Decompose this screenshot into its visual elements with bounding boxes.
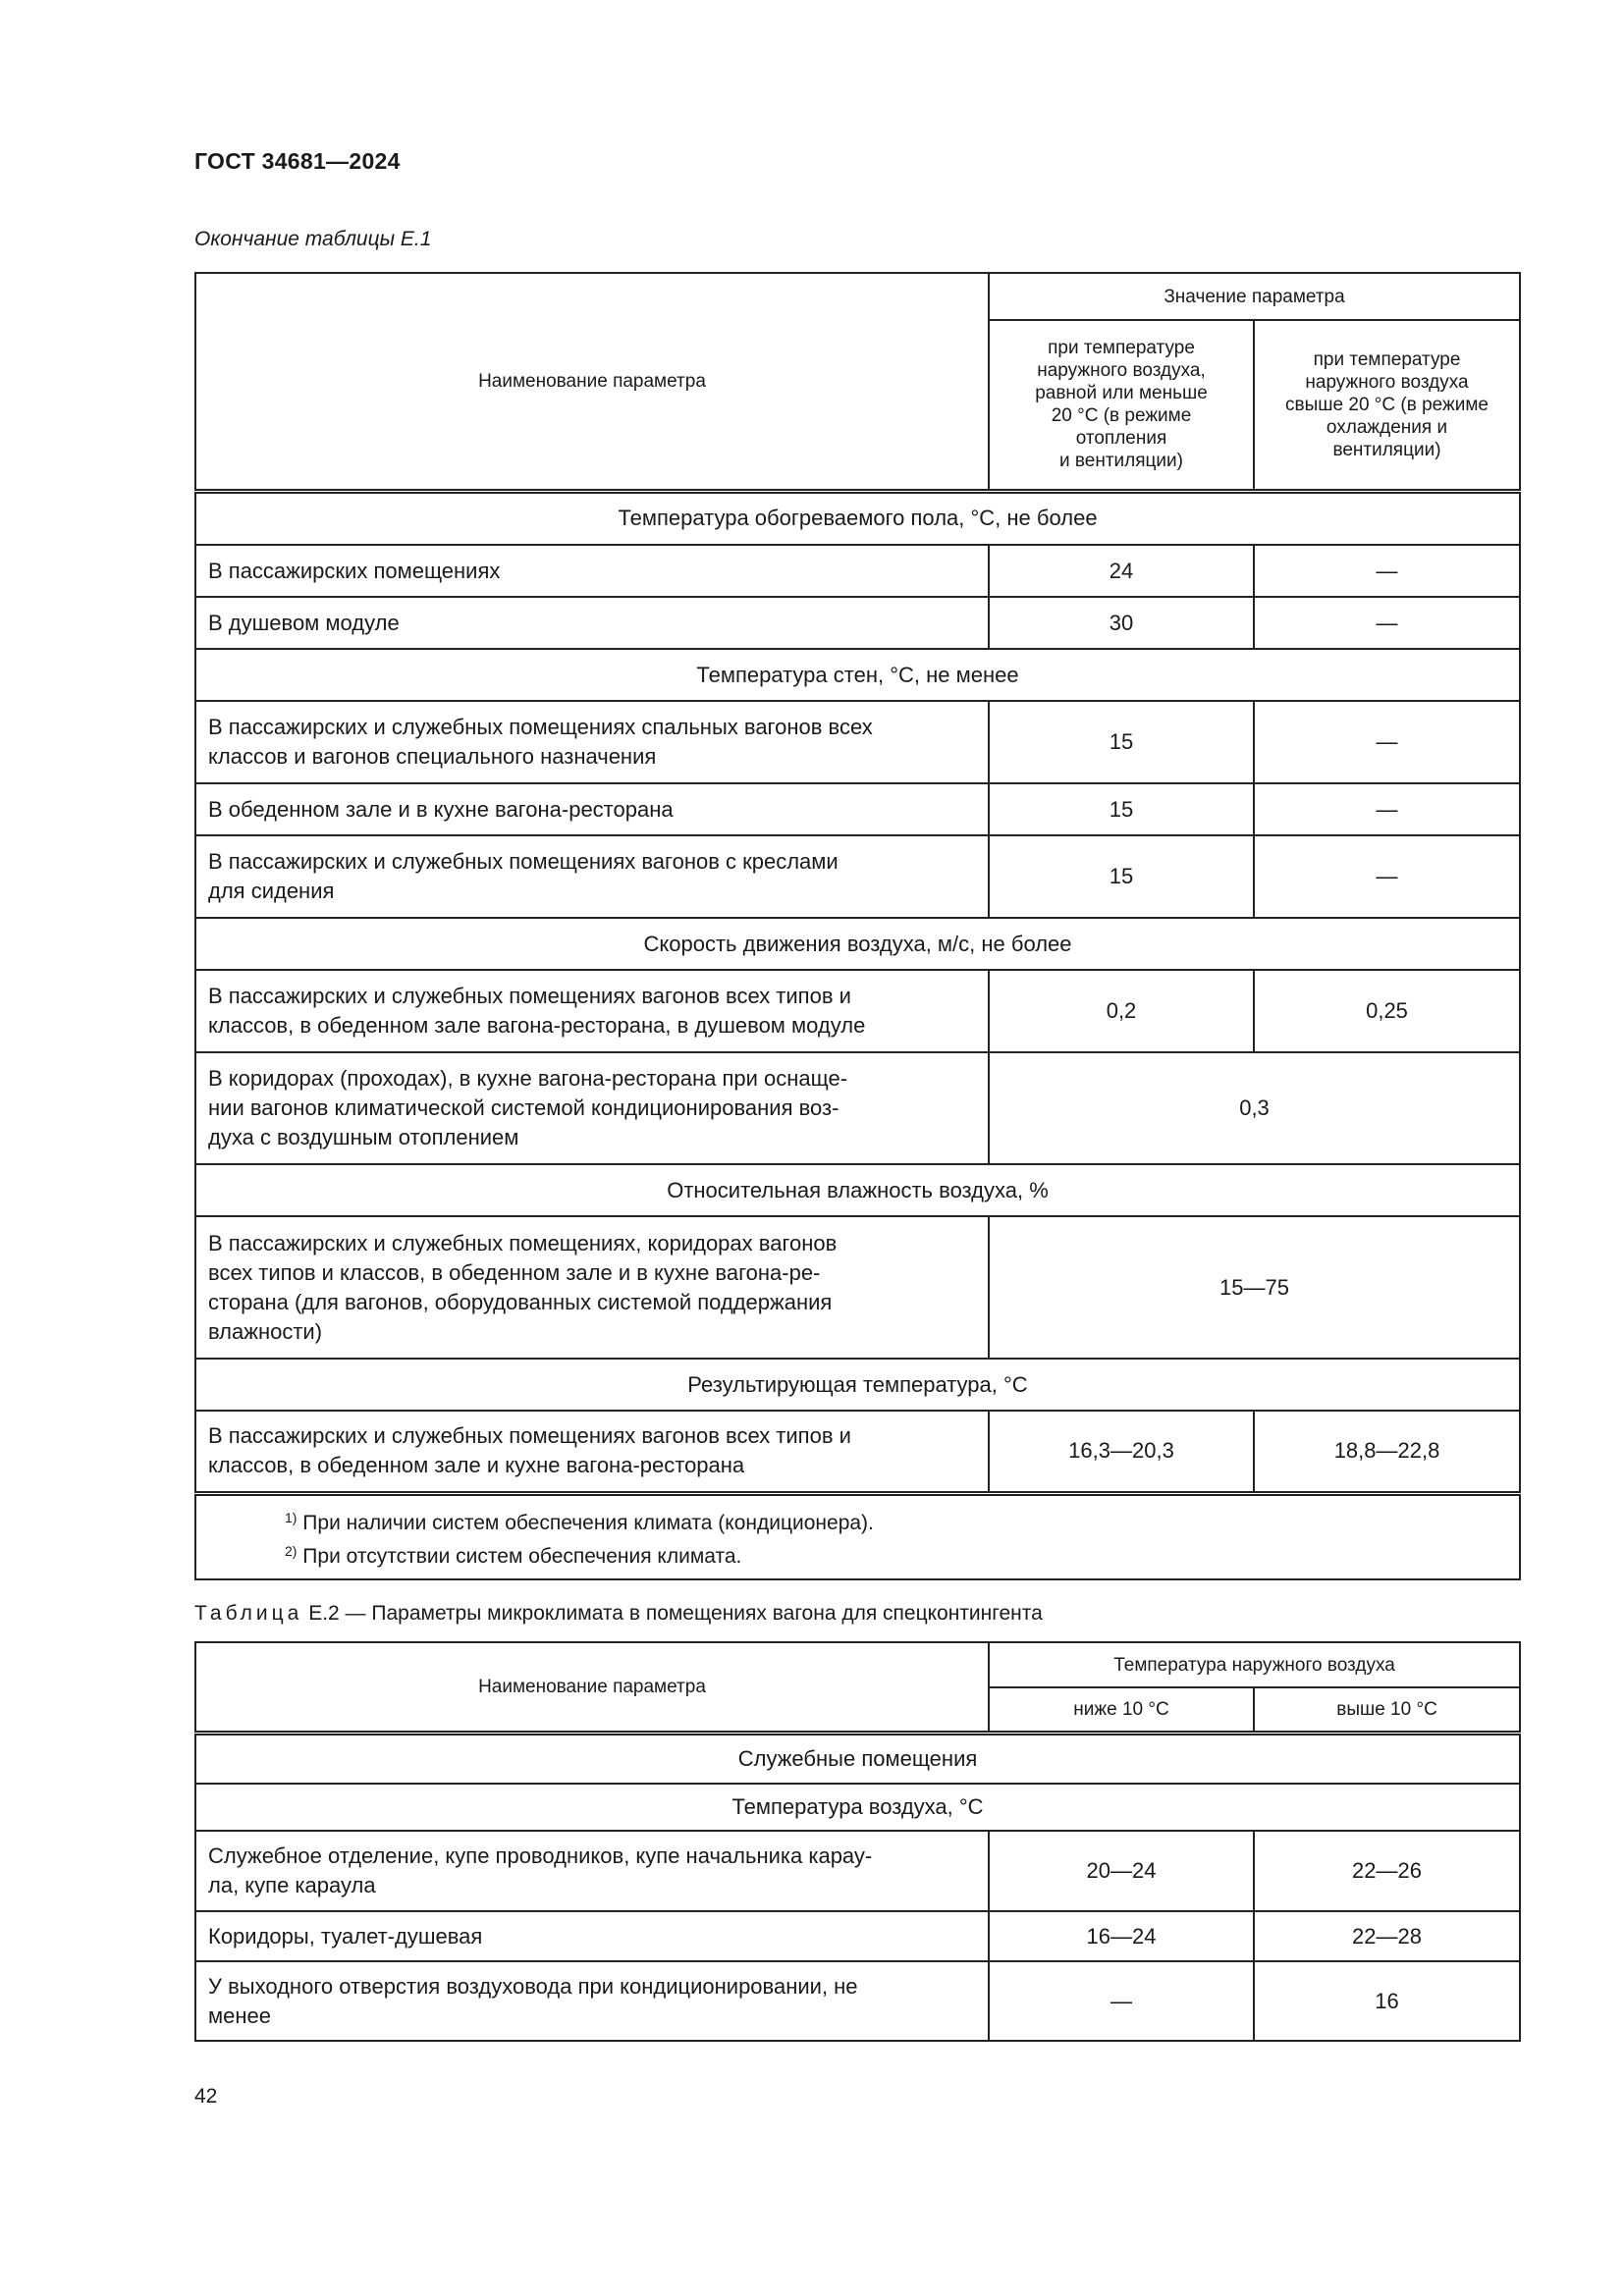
row-value-1: — bbox=[989, 1961, 1254, 2041]
row-name: В пассажирских и служебных помещениях, коридорах вагонов всех типов и классов, в обеденном зале и в кухне вагона-ре- сторана (для вагонов, оборудованных системой поддержания влажности) bbox=[195, 1216, 989, 1359]
row-name: В пассажирских и служебных помещениях вагонов всех типов и классов, в обеденном зале вагона-ресторана, в душевом модуле bbox=[195, 970, 989, 1052]
header-outdoor-temp: Температура наружного воздуха bbox=[989, 1642, 1520, 1687]
row-value-merged: 0,3 bbox=[989, 1052, 1520, 1164]
table-row bbox=[195, 1411, 1520, 1493]
section-title: Результирующая температура, °С bbox=[195, 1359, 1520, 1411]
table-row bbox=[195, 783, 1520, 835]
table-row bbox=[195, 1831, 1520, 1911]
table-row bbox=[195, 1052, 1520, 1164]
row-value-2: — bbox=[1254, 701, 1520, 783]
header-param-name: Наименование параметра bbox=[195, 1642, 989, 1733]
table-row bbox=[195, 1911, 1520, 1961]
row-name: В пассажирских помещениях bbox=[195, 545, 989, 597]
row-name: В пассажирских и служебных помещениях вагонов с креслами для сидения bbox=[195, 835, 989, 918]
row-name: Коридоры, туалет-душевая bbox=[195, 1911, 989, 1961]
section-row bbox=[195, 1164, 1520, 1216]
table-e2-caption: Таблица Е.2 — Параметры микроклимата в помещениях вагона для спецконтингента bbox=[194, 1602, 1043, 1625]
row-value-1: 20—24 bbox=[989, 1831, 1254, 1911]
row-value-1: 16—24 bbox=[989, 1911, 1254, 1961]
row-value-1: 15 bbox=[989, 783, 1254, 835]
table-row bbox=[195, 1961, 1520, 2041]
table-e2 bbox=[194, 1641, 1521, 2042]
header-col-cooling: при температуре наружного воздуха свыше 20 °С (в режиме охлаждения и вентиляции) bbox=[1254, 320, 1520, 491]
row-name: В пассажирских и служебных помещениях спальных вагонов всех классов и вагонов специального назначения bbox=[195, 701, 989, 783]
page-number: 42 bbox=[194, 2085, 218, 2108]
row-value-1: 0,2 bbox=[989, 970, 1254, 1052]
section-row bbox=[195, 491, 1520, 545]
row-value-1: 16,3—20,3 bbox=[989, 1411, 1254, 1493]
header-value-group: Значение параметра bbox=[989, 273, 1520, 320]
row-value-1: 15 bbox=[989, 701, 1254, 783]
table-row bbox=[195, 970, 1520, 1052]
table-header-row bbox=[195, 273, 1520, 320]
table-continuation-caption: Окончание таблицы Е.1 bbox=[194, 228, 432, 250]
table-e1 bbox=[194, 272, 1521, 1580]
section-title: Относительная влажность воздуха, % bbox=[195, 1164, 1520, 1216]
row-value-2: 22—26 bbox=[1254, 1831, 1520, 1911]
table-row bbox=[195, 597, 1520, 649]
row-value-2: 18,8—22,8 bbox=[1254, 1411, 1520, 1493]
header-col-heating: при температуре наружного воздуха, равной или меньше 20 °С (в режиме отопления и вентиляции) bbox=[989, 320, 1254, 491]
row-value-2: — bbox=[1254, 545, 1520, 597]
footnotes bbox=[195, 1493, 1520, 1579]
section-row bbox=[195, 918, 1520, 970]
document-code: ГОСТ 34681—2024 bbox=[194, 148, 401, 174]
section-title: Температура обогреваемого пола, °С, не более bbox=[195, 491, 1520, 545]
row-name: В душевом модуле bbox=[195, 597, 989, 649]
header-below-10: ниже 10 °С bbox=[989, 1687, 1254, 1733]
row-name: В обеденном зале и в кухне вагона-ресторана bbox=[195, 783, 989, 835]
row-value-2: — bbox=[1254, 835, 1520, 918]
row-name: У выходного отверстия воздуховода при кондиционировании, не менее bbox=[195, 1961, 989, 2041]
row-name: В пассажирских и служебных помещениях вагонов всех типов и классов, в обеденном зале и кухне вагона-ресторана bbox=[195, 1411, 989, 1493]
header-param-name: Наименование параметра bbox=[195, 273, 989, 491]
table-row bbox=[195, 701, 1520, 783]
row-value-2: — bbox=[1254, 597, 1520, 649]
row-value-2: 0,25 bbox=[1254, 970, 1520, 1052]
table-row bbox=[195, 545, 1520, 597]
row-value-1: 30 bbox=[989, 597, 1254, 649]
table-header-row bbox=[195, 1642, 1520, 1687]
section-row bbox=[195, 1733, 1520, 1784]
subsection-title: Температура воздуха, °С bbox=[195, 1784, 1520, 1831]
footnote-1: $^{1)}$ При наличии систем обеспечения климата (кондиционера). bbox=[285, 1509, 874, 1534]
row-value-1: 15 bbox=[989, 835, 1254, 918]
table-row bbox=[195, 1216, 1520, 1359]
section-row bbox=[195, 1359, 1520, 1411]
table-row bbox=[195, 835, 1520, 918]
section-title: Скорость движения воздуха, м/с, не более bbox=[195, 918, 1520, 970]
header-above-10: выше 10 °С bbox=[1254, 1687, 1520, 1733]
section-title: Температура стен, °С, не менее bbox=[195, 649, 1520, 701]
section-row bbox=[195, 1784, 1520, 1831]
row-value-2: — bbox=[1254, 783, 1520, 835]
section-row bbox=[195, 649, 1520, 701]
section-title: Служебные помещения bbox=[195, 1733, 1520, 1784]
row-value-2: 22—28 bbox=[1254, 1911, 1520, 1961]
row-name: Служебное отделение, купе проводников, купе начальника карау- ла, купе караула bbox=[195, 1831, 989, 1911]
row-name: В коридорах (проходах), в кухне вагона-ресторана при оснаще- нии вагонов климатической системой кондиционирования воз- духа с воздушным отоплением bbox=[195, 1052, 989, 1164]
row-value-1: 24 bbox=[989, 545, 1254, 597]
row-value-merged: 15—75 bbox=[989, 1216, 1520, 1359]
row-value-2: 16 bbox=[1254, 1961, 1520, 2041]
footnotes-row bbox=[195, 1493, 1520, 1579]
footnote-2: $^{2)}$ При отсутствии систем обеспечения климата. bbox=[285, 1542, 742, 1568]
